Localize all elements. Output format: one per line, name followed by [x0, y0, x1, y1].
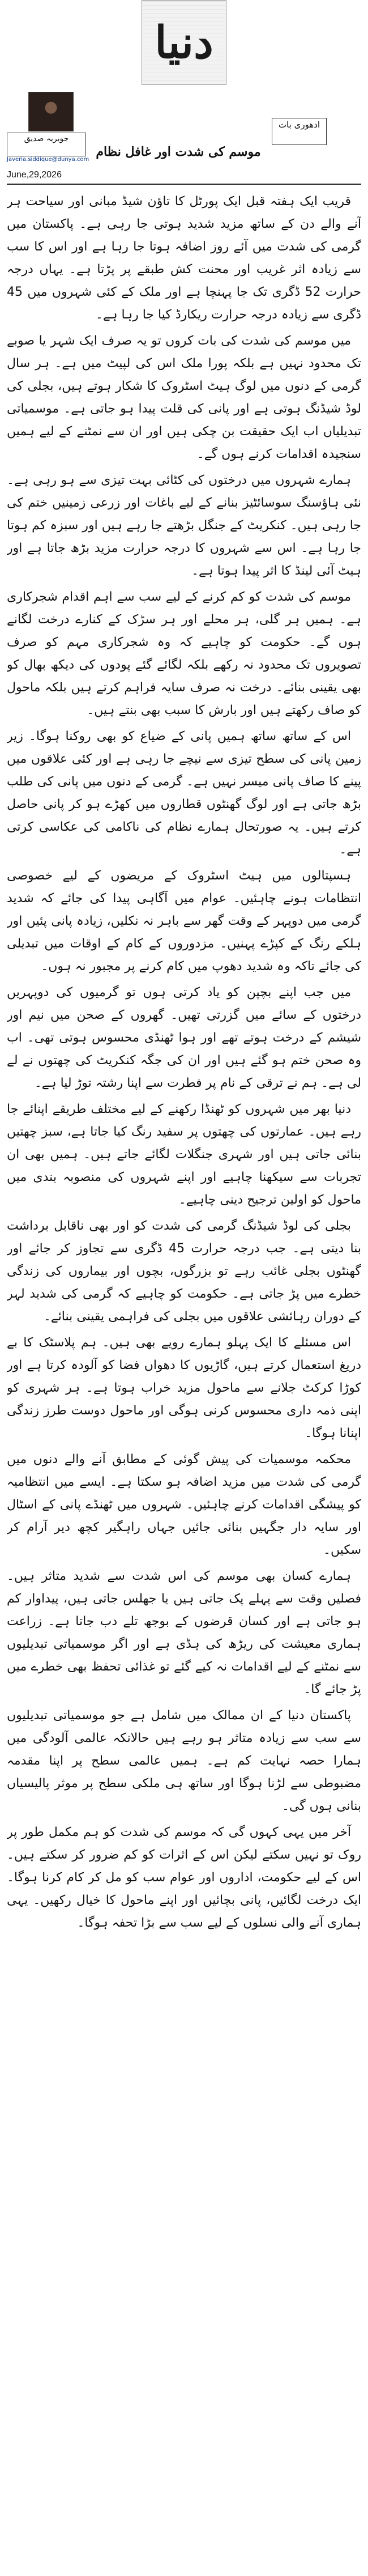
article-paragraph: ہمارے شہروں میں درختوں کی کٹائی بہت تیزی سے ہو رہی ہے۔ نئی ہاؤسنگ سوسائٹیز بنانے کے لیے باغات اور زرعی زمینیں ختم کی جا رہی ہیں۔ کنکریٹ کے جنگل بڑھتے جا رہے ہیں اور سبزہ کم ہوتا جا رہا ہے۔ اس سے شہروں کا درجہ حرارت مزید بڑھ جاتا ہے اور ہیٹ آئی لینڈ کا اثر پیدا ہوتا ہے۔ [7, 473, 361, 578]
article-paragraph: دنیا بھر میں شہروں کو ٹھنڈا رکھنے کے لیے مختلف طریقے اپنائے جا رہے ہیں۔ عمارتوں کی چھتوں پر سفید رنگ کیا جاتا ہے، سبز چھتیں بنائی جاتی ہیں اور شہری جنگلات لگائے جاتے ہیں۔ ہمیں بھی ان تجربات سے سیکھنا چاہیے اور اپنے شہروں کی منصوبہ بندی میں ماحول کو اولین ترجیح دینی چاہیے۔ [7, 1102, 361, 1207]
publish-date: June,29,2026 [7, 170, 62, 180]
article-paragraph: محکمہ موسمیات کی پیش گوئی کے مطابق آنے والے دنوں میں گرمی کی شدت میں مزید اضافہ ہو سکتا ہے۔ ایسے میں انتظامیہ کو پیشگی اقدامات کرنے چاہئیں۔ شہروں میں ٹھنڈے پانی کے اسٹال اور سایہ دار جگہیں بنائی جائیں جہاں راہگیر کچھ دیر آرام کر سکیں۔ [7, 1452, 361, 1557]
author-email[interactable]: Javeria.siddique@dunya.com [7, 156, 89, 163]
article-paragraph: ہمارے کسان بھی موسم کی اس شدت سے شدید متاثر ہیں۔ فصلیں وقت سے پہلے پک جاتی ہیں یا جھلس جاتی ہیں، پیداوار کم ہو جاتی ہے اور کسان قرضوں کے بوجھ تلے دب جاتا ہے۔ زراعت ہماری معیشت کی ریڑھ کی ہڈی ہے اور اگر موسمیاتی تبدیلیوں سے نمٹنے کے لیے اقدامات نہ کیے گئے تو غذائی تحفظ بھی خطرے میں پڑ جائے گا۔ [7, 1569, 361, 1697]
article-paragraph: موسم کی شدت کو کم کرنے کے لیے سب سے اہم اقدام شجرکاری ہے۔ ہمیں ہر گلی، ہر محلے اور ہر سڑک کے کنارے درخت لگانے ہوں گے۔ حکومت کو چاہیے کہ وہ شجرکاری مہم کو صرف تصویروں تک محدود نہ رکھے بلکہ لگائے گئے پودوں کی دیکھ بھال کو بھی یقینی بنائے۔ درخت نہ صرف سایہ فراہم کرتے ہیں بلکہ ماحول کو صاف رکھتے ہیں اور بارش کا سبب بھی بنتے ہیں۔ [7, 590, 361, 717]
header-divider [7, 184, 361, 185]
author-block [7, 92, 89, 163]
article-paragraph: بجلی کی لوڈ شیڈنگ گرمی کی شدت کو اور بھی ناقابل برداشت بنا دیتی ہے۔ جب درجہ حرارت 45 ڈگری سے تجاوز کر جائے اور گھنٹوں بجلی غائب رہے تو بزرگوں، بچوں اور بیماروں کی زندگی خطرے میں پڑ جاتی ہے۔ حکومت کو چاہیے کہ گرمی کی شدید لہر کے دوران رہائشی علاقوں میں بجلی کی فراہمی یقینی بنائے۔ [7, 1219, 361, 1324]
article-paragraph: قریب ایک ہفتہ قبل ایک پورٹل کا تاؤن شیڈ مبانی اور سیاحت ہر آنے والے دن کے ساتھ مزید شدید ہوتی جا رہی ہے۔ پاکستان میں گرمی کی شدت میں آئے روز اضافہ ہوتا جا رہا ہے اور اس کا سب سے زیادہ اثر غریب اور محنت کش طبقے پر پڑتا ہے۔ یہاں درجہ حرارت 52 ڈگری تک جا پہنچا ہے اور ملک کے کئی شہروں میں 45 ڈگری سے زیادہ درجہ حرارت ریکارڈ کیا جا رہا ہے۔ [7, 194, 361, 322]
column-title-badge: ادھوری بات [272, 118, 327, 145]
article-paragraph: اس کے ساتھ ساتھ ہمیں پانی کے ضیاع کو بھی روکنا ہوگا۔ زیر زمین پانی کی سطح تیزی سے نیچے جا رہی ہے اور کئی علاقوں میں پینے کا صاف پانی میسر نہیں ہے۔ گرمی کے دنوں میں پانی کی طلب بڑھ جاتی ہے اور لوگ گھنٹوں قطاروں میں کھڑے ہو کر پانی حاصل کرتے ہیں۔ یہ صورتحال ہمارے نظام کی ناکامی کی عکاسی کرتی ہے۔ [7, 729, 361, 857]
author-name: جویریہ صدیق [7, 133, 86, 156]
article-paragraph: اس مسئلے کا ایک پہلو ہمارے رویے بھی ہیں۔ ہم پلاسٹک کا بے دریغ استعمال کرتے ہیں، گاڑیوں کا دھواں فضا کو آلودہ کرتا ہے اور کوڑا کرکٹ جلانے سے ماحول مزید خراب ہوتا ہے۔ ہر شہری کو اپنی ذمہ داری محسوس کرنی ہوگی اور ماحول دوست طرز زندگی اپنانا ہوگا۔ [7, 1336, 361, 1440]
article-paragraph: ہسپتالوں میں ہیٹ اسٹروک کے مریضوں کے لیے خصوصی انتظامات ہونے چاہئیں۔ عوام میں آگاہی پیدا کی جائے کہ شدید گرمی میں دوپہر کے وقت گھر سے باہر نہ نکلیں، زیادہ پانی پئیں اور ہلکے رنگ کے کپڑے پہنیں۔ مزدوروں کے کام کے اوقات میں تبدیلی کی جائے تاکہ وہ شدید دھوپ میں کام کرنے پر مجبور نہ ہوں۔ [7, 869, 361, 974]
article-body [7, 190, 361, 2565]
newspaper-logo [142, 0, 226, 85]
author-avatar [28, 92, 74, 131]
article-headline: موسم کی شدت اور غافل نظام [96, 144, 261, 159]
article-paragraph: میں موسم کی شدت کی بات کروں تو یہ صرف ایک شہر یا صوبے تک محدود نہیں ہے بلکہ پورا ملک اس کی لپیٹ میں ہے۔ ہر سال گرمی کے دنوں میں لوگ ہیٹ اسٹروک کا شکار ہوتے ہیں، بجلی کی لوڈ شیڈنگ ہوتی ہے اور پانی کی قلت پیدا ہو جاتی ہے۔ موسمیاتی تبدیلیاں اب ایک حقیقت بن چکی ہیں اور ان سے نمٹنے کے لیے ہمیں سنجیدہ اقدامات کرنے ہوں گے۔ [7, 334, 361, 461]
article-paragraph: میں جب اپنے بچپن کو یاد کرتی ہوں تو گرمیوں کی دوپہریں درختوں کے سائے میں گزرتی تھیں۔ گھروں کے صحن میں نیم اور شیشم کے درخت ہوتے تھے اور ہوا ٹھنڈی محسوس ہوتی تھی۔ اب وہ صحن ختم ہو گئے ہیں اور ان کی جگہ کنکریٹ کی چھتوں نے لے لی ہے۔ ہم نے ترقی کے نام پر فطرت سے اپنا رشتہ توڑ لیا ہے۔ [7, 985, 361, 1090]
logo-text: دنیا [155, 16, 213, 69]
article-paragraph: پاکستان دنیا کے ان ممالک میں شامل ہے جو موسمیاتی تبدیلیوں سے سب سے زیادہ متاثر ہو رہے ہیں حالانکہ عالمی آلودگی میں ہمارا حصہ نہایت کم ہے۔ ہمیں عالمی سطح پر اپنا مقدمہ مضبوطی سے لڑنا ہوگا اور ساتھ ہی ملکی سطح پر موثر پالیسیاں بنانی ہوں گی۔ [7, 1708, 361, 1813]
article-paragraph: آخر میں یہی کہوں گی کہ موسم کی شدت کو ہم مکمل طور پر روک تو نہیں سکتے لیکن اس کے اثرات کو کم ضرور کر سکتے ہیں۔ اس کے لیے حکومت، اداروں اور عوام سب کو مل کر کام کرنا ہوگا۔ ایک درخت لگائیں، پانی بچائیں اور اپنے ماحول کا خیال رکھیں۔ یہی ہماری آنے والی نسلوں کے لیے سب سے بڑا تحفہ ہوگا۔ [7, 1825, 361, 1930]
